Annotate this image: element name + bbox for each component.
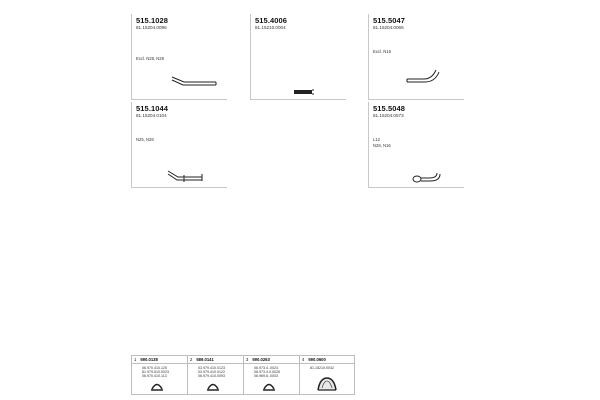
part-reference: 81.15204.0104 xyxy=(136,113,167,118)
accessory-4[interactable] xyxy=(300,356,354,394)
exhaust-pipe-icon xyxy=(170,74,220,88)
clamp-icon xyxy=(206,380,220,392)
sleeve-icon xyxy=(316,376,338,392)
accessory-index: 2 xyxy=(190,357,193,362)
exhaust-pipe-icon xyxy=(166,168,206,184)
accessories-strip xyxy=(131,355,355,395)
part-number: 515.5048 xyxy=(373,104,406,113)
exhaust-pipe-icon xyxy=(411,170,443,186)
accessory-ref: 06.973.4..0024 xyxy=(254,366,278,370)
accessory-ref: 06.970.410.125 xyxy=(142,366,167,370)
accessory-1[interactable] xyxy=(132,356,188,394)
clamp-icon xyxy=(262,380,276,392)
part-card-1[interactable] xyxy=(131,14,227,100)
clamp-icon xyxy=(150,380,164,392)
accessory-ref: 06.973.4.0.0026 xyxy=(254,370,280,374)
part-number: 515.5047 xyxy=(373,16,406,25)
part-number: 515.1044 xyxy=(136,104,169,113)
accessory-number: 590.0263 xyxy=(252,357,270,362)
accessory-index: 1 xyxy=(134,357,137,362)
exhaust-pipe-icon xyxy=(293,88,315,96)
accessory-ref: 06.970.410.113 xyxy=(142,374,167,378)
part-reference: 81.15204.0096 xyxy=(136,25,167,30)
part-note: Excl. N28, N28 xyxy=(136,56,164,61)
part-note-2: N28, N16 xyxy=(373,143,391,148)
part-reference: 81.15204.0066 xyxy=(373,25,404,30)
accessory-number: 590.0600 xyxy=(308,357,326,362)
part-note: L12 xyxy=(373,137,380,142)
accessory-3[interactable] xyxy=(244,356,300,394)
part-card-2[interactable] xyxy=(250,14,346,100)
accessory-ref: 81.979.510.0023 xyxy=(142,370,169,374)
part-reference: 81.15210.0004 xyxy=(255,25,286,30)
exhaust-pipe-icon xyxy=(405,68,445,86)
part-reference: 81.15204.0573 xyxy=(373,113,404,118)
accessory-number: 590.0138 xyxy=(140,357,158,362)
part-card-5[interactable] xyxy=(368,102,464,188)
part-note: N25, N28 xyxy=(136,137,154,142)
part-number: 515.4006 xyxy=(255,16,288,25)
accessory-ref: 03.979.410.0122 xyxy=(198,370,225,374)
accessory-ref: 06.969.6..0003 xyxy=(254,374,278,378)
accessory-index: 4 xyxy=(302,357,305,362)
accessory-index: 3 xyxy=(246,357,249,362)
accessory-ref: 81.15210.0042 xyxy=(310,366,334,370)
part-note: Excl. N16 xyxy=(373,49,391,54)
part-number: 515.1028 xyxy=(136,16,169,25)
accessory-ref: 03.979.410.0123 xyxy=(198,366,225,370)
accessory-2[interactable] xyxy=(188,356,244,394)
part-card-3[interactable] xyxy=(368,14,464,100)
accessory-ref: 06.979.410.0093 xyxy=(198,374,225,378)
accessory-number: 589.0141 xyxy=(196,357,214,362)
part-card-4[interactable] xyxy=(131,102,227,188)
